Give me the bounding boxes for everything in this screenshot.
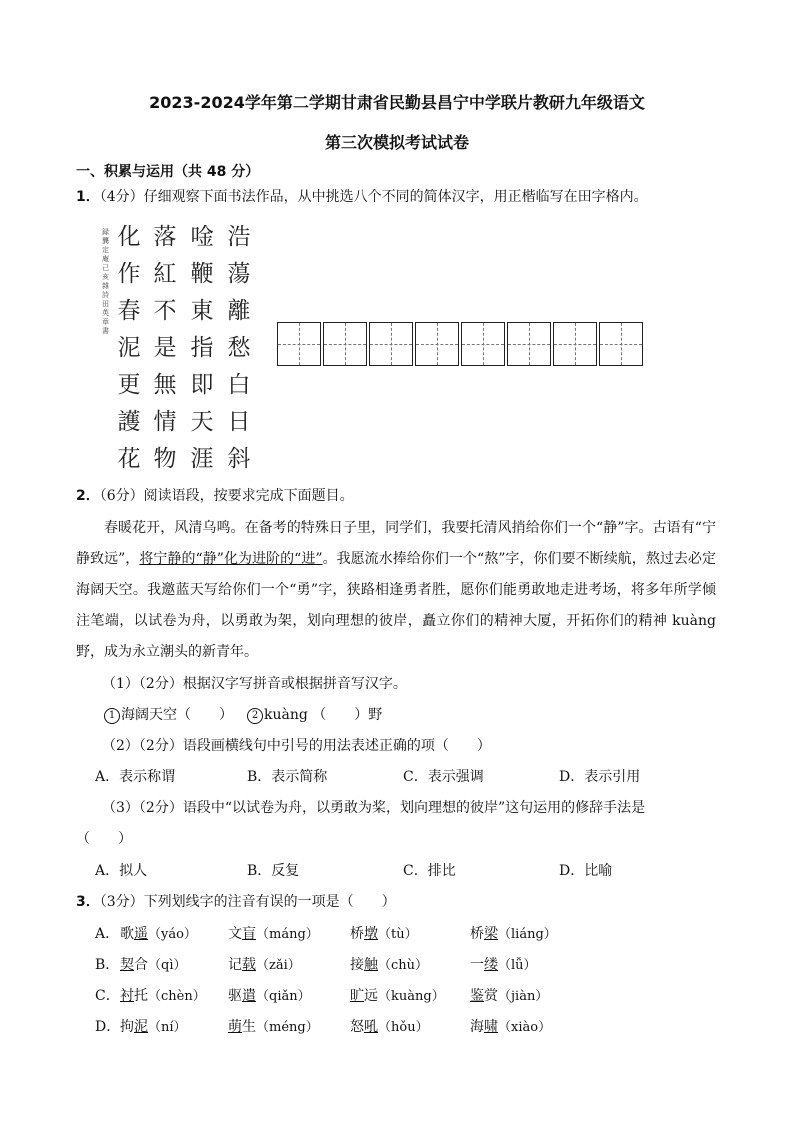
q2-passage	[76, 513, 716, 668]
circled-number-1: 1	[104, 708, 120, 724]
q3-underlined-char: 鉴	[470, 988, 484, 1004]
calligraphy-char: 春	[117, 298, 141, 324]
q2-sub3-option-d[interactable]: D．比喻	[559, 863, 613, 879]
question-1	[76, 189, 648, 205]
calligraphy-char: 離	[227, 298, 251, 324]
q3-pinyin: （zǎi）	[256, 958, 301, 973]
q3-pinyin: （hǒu）	[378, 1020, 429, 1035]
q3-word	[228, 1019, 319, 1036]
calligraphy-char: 天	[190, 409, 214, 435]
q3-option-label[interactable]: A．	[95, 926, 120, 942]
q3-pinyin: （tù）	[378, 927, 418, 942]
passage-text: 春暖花开，风清乌鸣。在备考的特殊日子里，同学们，我要托清风捎给你们一个“静”字。古语有“宁静致远”，	[76, 520, 716, 567]
calligraphy-char: 指	[190, 335, 214, 361]
q3-word	[470, 957, 537, 974]
exam-title-line2: 第三次模拟考试试卷	[324, 133, 469, 152]
q3-word-char: 托	[134, 988, 148, 1004]
q3-pinyin: （máng）	[256, 927, 319, 942]
calligraphy-char: 愁	[227, 335, 251, 361]
q3-underlined-char: 缕	[484, 957, 498, 973]
q3-pinyin: （chèn）	[148, 989, 206, 1004]
q3-word	[120, 1019, 187, 1036]
question-3	[76, 894, 396, 910]
q3-underlined-char: 泥	[134, 1019, 148, 1035]
q3-word	[350, 926, 418, 943]
calligraphy-char: 情	[153, 409, 177, 435]
q3-word-char: 桥	[470, 926, 484, 942]
q2-sub3-option-b[interactable]: B．反复	[247, 863, 300, 879]
q3-pinyin: （yáo）	[148, 927, 197, 942]
q3-word-char: 一	[470, 957, 484, 973]
q3-pinyin: （chù）	[378, 958, 429, 973]
q2-sub2-option-d[interactable]: D．表示引用	[559, 769, 641, 785]
q3-option-label[interactable]: B．	[95, 957, 120, 973]
q3-underlined-char: 遣	[242, 988, 256, 1004]
q3-underlined-char: 旷	[350, 988, 364, 1004]
q3-word-char: 赏	[484, 988, 498, 1004]
q3-word-char: 生	[242, 1019, 256, 1035]
q3-pinyin: （ní）	[148, 1020, 187, 1035]
tianzige-cell[interactable]	[507, 322, 551, 366]
q3-number: 3．	[76, 894, 100, 910]
calligraphy-char: 花	[117, 446, 141, 472]
q3-underlined-char: 遥	[134, 926, 148, 942]
q3-pinyin: （kuàng）	[378, 989, 445, 1004]
q3-underlined-char: 触	[364, 957, 378, 973]
q3-word	[470, 1019, 551, 1036]
q3-score: （3分）	[99, 894, 144, 910]
q3-word-char: 记	[228, 957, 242, 973]
q3-word	[120, 926, 197, 943]
q1-text: 仔细观察下面书法作品，从中挑选八个不同的简体汉字，用正楷临写在田字格内。	[143, 189, 648, 205]
passage-underlined-sentence: 将宁静的“静”化为进阶的“进”	[139, 551, 323, 567]
q3-word	[470, 988, 548, 1005]
q3-option-label[interactable]: C．	[95, 988, 120, 1004]
q3-option-label[interactable]: D．	[95, 1019, 121, 1035]
calligraphy-char: 更	[117, 372, 141, 398]
q2-sub3-option-a[interactable]: A．拟人	[95, 863, 148, 879]
section-heading: 一、积累与运用（共 48 分）	[76, 164, 260, 180]
passage-text-continued: 。我愿流水捧给你们一个“熬”字，你们要不断续航，熬过去必定海阔天空。我邀蓝天写给你们一个“勇”字，狭路相逢勇者胜，愿你们能勇敢地走进考场，将多年所学倾注笔端，以试卷为舟，以勇敢为架，划向理想的彼岸，矗立你们的精神大厦，开拓你们的精神 kuàng 野，成为永立潮头的新青年。	[76, 551, 716, 660]
exam-title-line1: 2023-2024学年第二学期甘肃省民勤县昌宁中学联片教研九年级语文	[149, 93, 645, 112]
q3-word-char: 驱	[228, 988, 242, 1004]
q2-number: 2．	[76, 488, 100, 504]
q2-sub1-item2[interactable]: kuàng （ ）野	[264, 707, 383, 723]
q3-word	[350, 957, 428, 974]
calligraphy-char: 斜	[227, 446, 251, 472]
calligraphy-artwork	[100, 214, 252, 476]
q2-text: 阅读语段，按要求完成下面题目。	[143, 488, 354, 504]
q2-sub2: （2）（2分）语段画横线句中引号的用法表述正确的项（ ）	[102, 738, 491, 754]
calligraphy-char: 白	[227, 372, 251, 398]
q3-underlined-char: 啸	[484, 1019, 498, 1035]
q3-word	[120, 957, 186, 974]
q2-sub3: （3）（2分）语段中“以试卷为舟，以勇敢为桨，划向理想的彼岸”这句运用的修辞手法是	[102, 800, 646, 816]
calligraphy-char: 護	[117, 409, 141, 435]
q3-word-char: 合	[134, 957, 148, 973]
q3-pinyin: （jiàn）	[498, 989, 549, 1004]
circled-number-2: 2	[247, 708, 263, 724]
q3-underlined-char: 载	[242, 957, 256, 973]
tianzige-cell[interactable]	[277, 322, 321, 366]
q3-word	[228, 988, 311, 1005]
calligraphy-char: 唫	[190, 224, 214, 250]
q2-sub1-item1[interactable]: 海阔天空（ ）	[121, 707, 233, 723]
q3-underlined-char: 吼	[364, 1019, 378, 1035]
tianzige-cell[interactable]	[369, 322, 413, 366]
q3-word	[350, 1019, 429, 1036]
q3-underlined-char: 萌	[228, 1019, 242, 1035]
q2-sub3-option-c[interactable]: C．排比	[403, 863, 456, 879]
calligraphy-char: 東	[190, 298, 214, 324]
q3-word-char: 文	[228, 926, 242, 942]
q2-sub1-items	[104, 707, 382, 724]
q3-pinyin: （xiào）	[498, 1020, 552, 1035]
q3-underlined-char: 盲	[242, 926, 256, 942]
tianzige-cell[interactable]	[461, 322, 505, 366]
q3-word	[120, 988, 206, 1005]
q3-underlined-char: 衬	[120, 988, 134, 1004]
q2-sub1: （1）（2分）根据汉字写拼音或根据拼音写汉字。	[102, 676, 407, 692]
q3-word-char: 接	[350, 957, 364, 973]
tianzige-grid	[277, 322, 645, 366]
q3-pinyin: （lǚ）	[498, 958, 537, 973]
q3-word-char: 歌	[120, 926, 134, 942]
calligraphy-char: 紅	[153, 261, 177, 287]
tianzige-cell[interactable]	[553, 322, 597, 366]
q3-underlined-char: 契	[120, 957, 134, 973]
calligraphy-char: 涯	[190, 446, 214, 472]
q3-pinyin: （qì）	[148, 958, 187, 973]
q3-word-char: 怒	[350, 1019, 364, 1035]
q2-sub3-blank: （ ）	[76, 831, 132, 847]
q3-word	[228, 957, 301, 974]
q3-word	[470, 926, 557, 943]
q3-word-char: 拘	[120, 1019, 134, 1035]
q3-word-char: 海	[470, 1019, 484, 1035]
calligraphy-char: 無	[153, 372, 177, 398]
calligraphy-char: 泥	[117, 335, 141, 361]
q2-sub2-option-c[interactable]: C．表示强调	[403, 769, 484, 785]
q3-word	[228, 926, 319, 943]
q3-word-char: 远	[364, 988, 378, 1004]
calligraphy-char: 蕩	[227, 261, 251, 287]
q1-number: 1．	[76, 189, 100, 205]
tianzige-cell[interactable]	[323, 322, 367, 366]
q3-pinyin: （qiǎn）	[256, 989, 311, 1004]
q2-score: （6分）	[99, 488, 144, 504]
tianzige-cell[interactable]	[415, 322, 459, 366]
q3-pinyin: （méng）	[256, 1020, 319, 1035]
q3-underlined-char: 梁	[484, 926, 498, 942]
calligraphy-char: 日	[227, 409, 251, 435]
calligraphy-char: 是	[153, 335, 177, 361]
q3-pinyin: （liáng）	[498, 927, 557, 942]
q3-word-char: 桥	[350, 926, 364, 942]
calligraphy-char: 化	[117, 224, 141, 250]
calligraphy-inscription: 録龔定庵己亥雜詩 田英章書	[102, 228, 109, 335]
q3-text: 下列划线字的注音有误的一项是（ ）	[143, 894, 396, 910]
question-2	[76, 488, 354, 504]
q3-underlined-char: 墩	[364, 926, 378, 942]
calligraphy-char: 物	[153, 446, 177, 472]
calligraphy-char: 作	[117, 261, 141, 287]
calligraphy-char: 即	[190, 372, 214, 398]
q2-sub2-option-b[interactable]: B．表示简称	[247, 769, 328, 785]
q3-word	[350, 988, 445, 1005]
calligraphy-char: 浩	[227, 224, 251, 250]
tianzige-cell[interactable]	[599, 322, 643, 366]
q2-sub2-option-a[interactable]: A．表示称谓	[95, 769, 176, 785]
q1-score: （4分）	[99, 189, 144, 205]
calligraphy-char: 不	[153, 298, 177, 324]
calligraphy-char: 鞭	[190, 261, 214, 287]
calligraphy-char: 落	[153, 224, 177, 250]
